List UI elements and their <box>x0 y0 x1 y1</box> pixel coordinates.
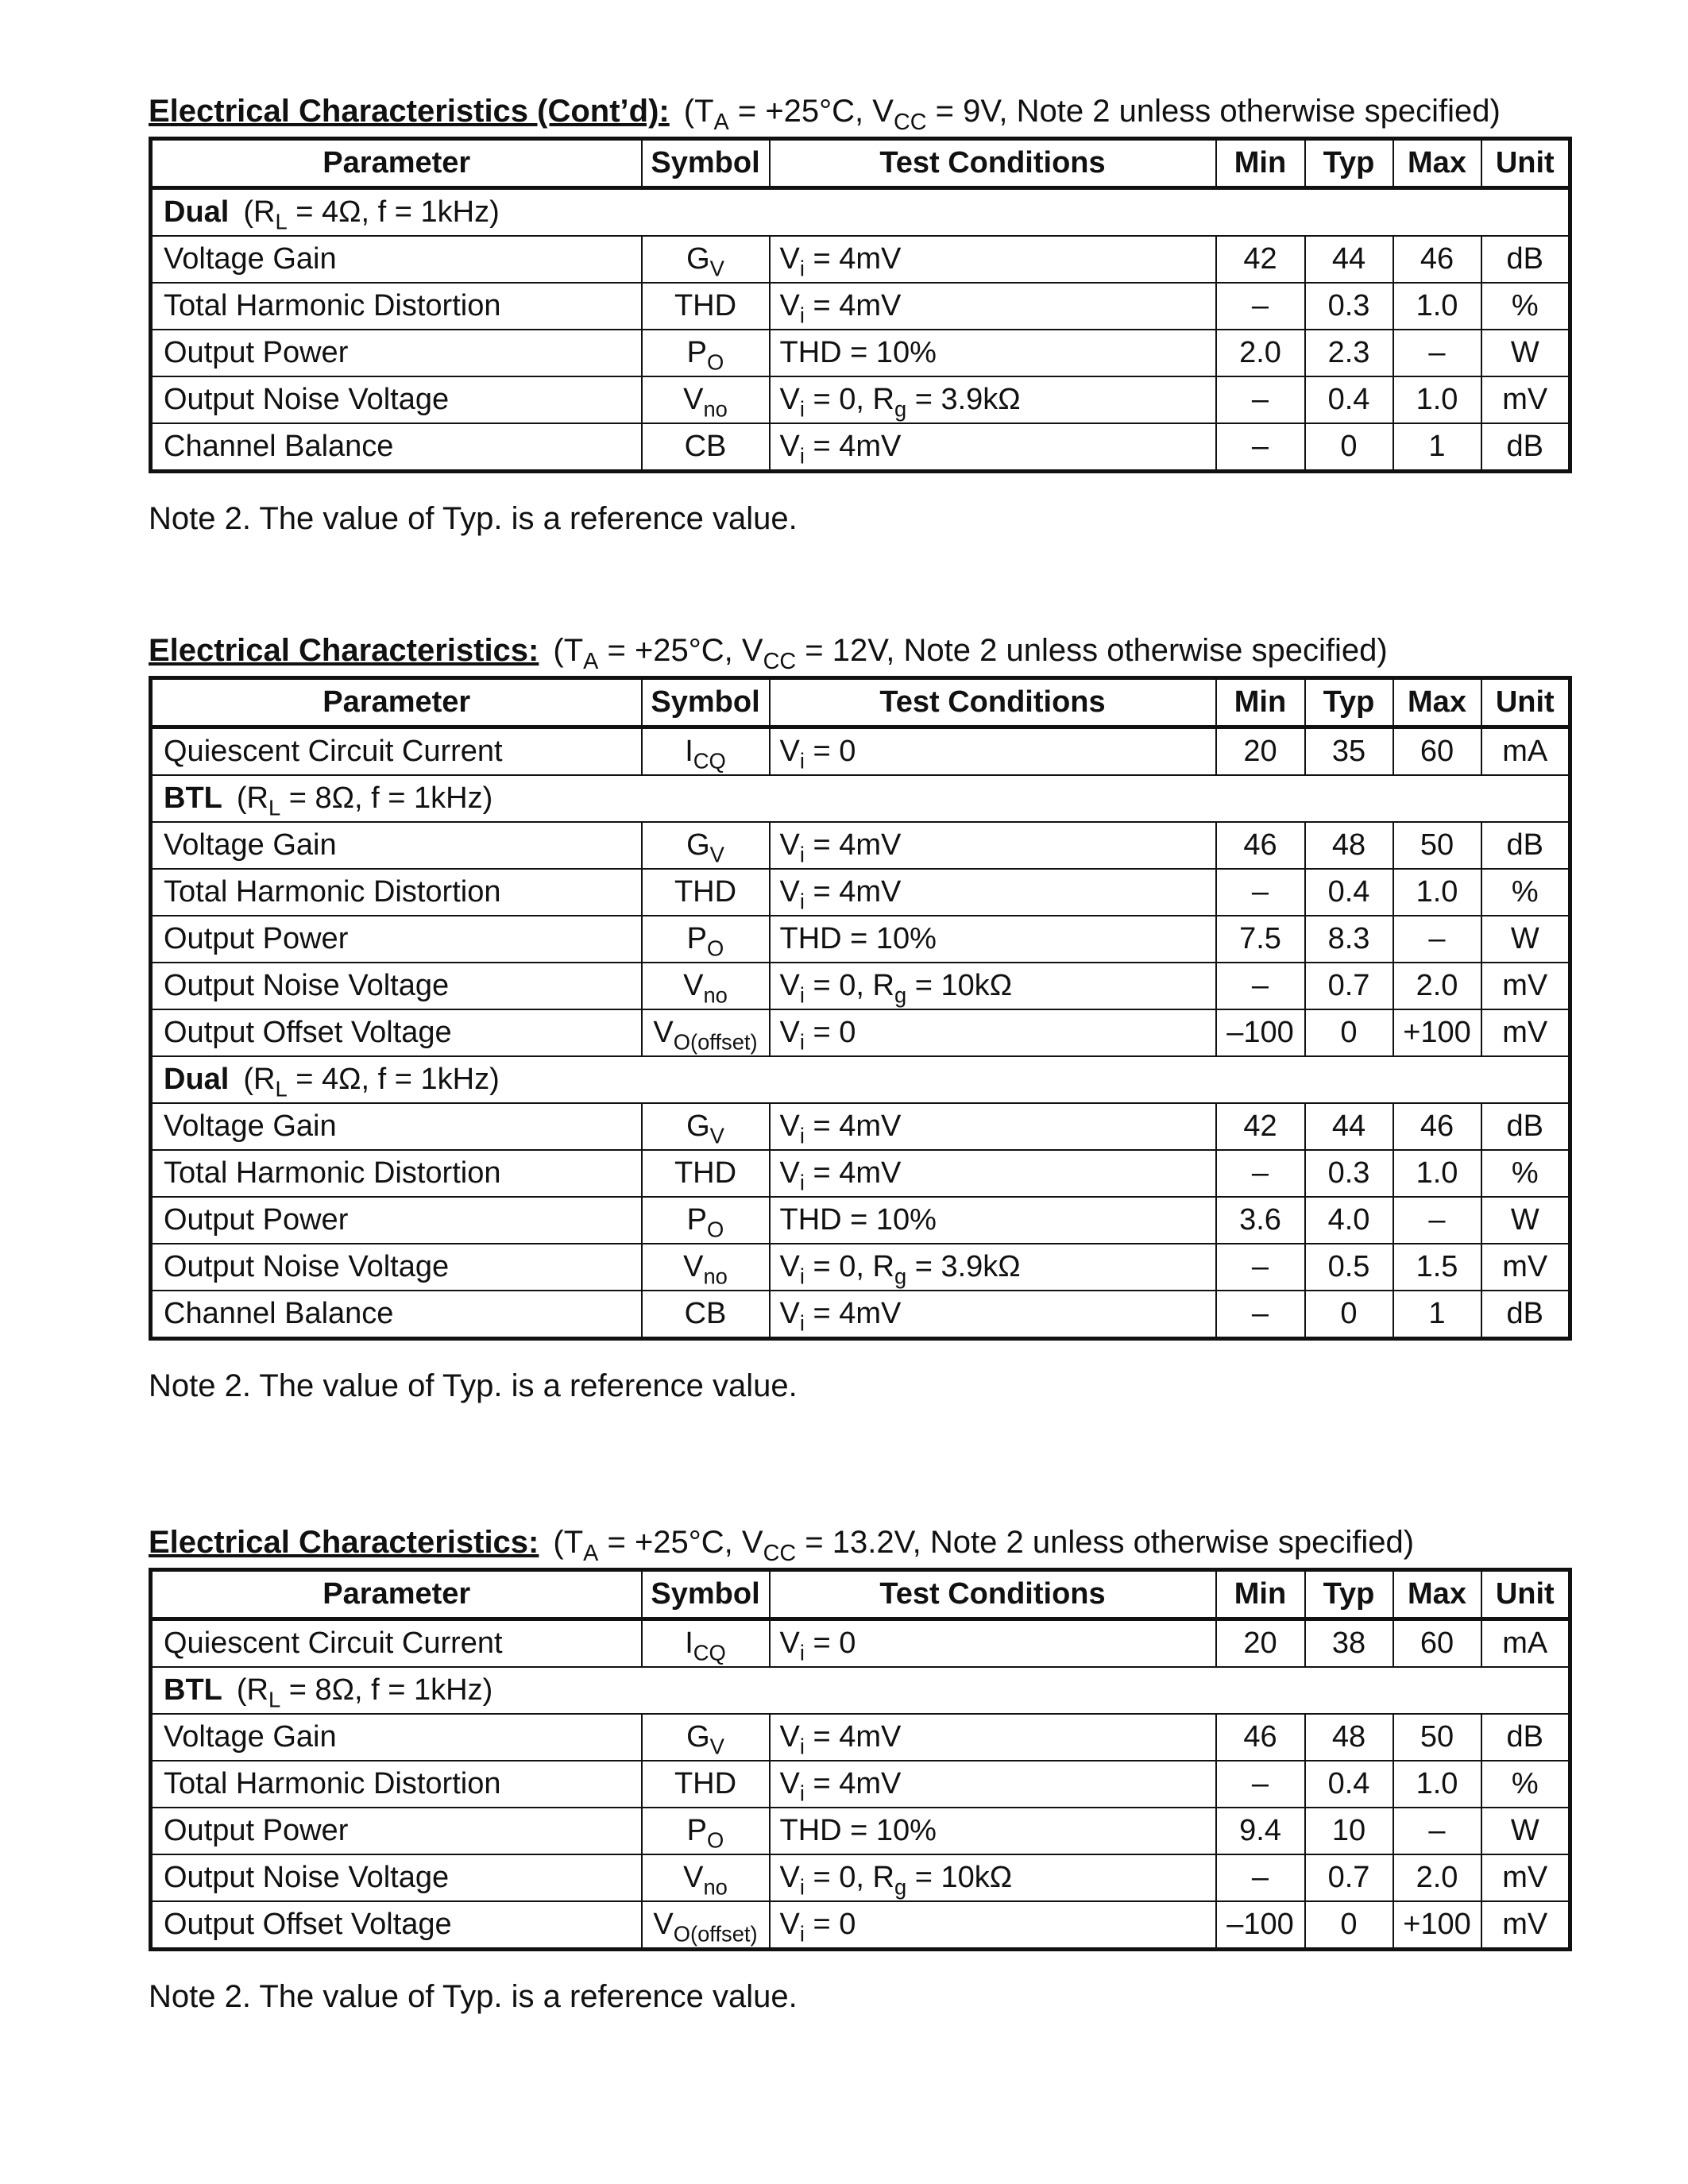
table-row <box>151 963 1570 1009</box>
max-cell: 1.0 <box>1393 376 1481 423</box>
typ-cell: 0 <box>1305 1901 1393 1950</box>
max-cell: 46 <box>1393 236 1481 283</box>
condition-cell: THD = 10% <box>770 330 1216 376</box>
group-header-row <box>151 775 1570 822</box>
unit-cell: % <box>1481 283 1570 330</box>
param-cell: Channel Balance <box>151 1291 642 1339</box>
typ-cell: 0.5 <box>1305 1244 1393 1291</box>
min-cell: – <box>1216 283 1305 330</box>
note: Note 2. The value of Typ. is a reference value. <box>149 1368 798 1403</box>
header-test-conditions: Test Conditions <box>770 139 1216 188</box>
param-cell: Output Noise Voltage <box>151 376 642 423</box>
max-cell: 50 <box>1393 822 1481 869</box>
section-title: Electrical Characteristics: <box>149 633 539 668</box>
header-unit: Unit <box>1481 678 1570 727</box>
typ-cell: 0.4 <box>1305 869 1393 916</box>
symbol-cell: $G_V$ <box>642 236 770 283</box>
max-cell: – <box>1393 1808 1481 1854</box>
min-cell: –100 <box>1216 1901 1305 1950</box>
header-row <box>151 139 1570 188</box>
table-row <box>151 1150 1570 1197</box>
unit-cell: % <box>1481 1150 1570 1197</box>
min-cell: 46 <box>1216 822 1305 869</box>
group-header-row <box>151 188 1570 237</box>
param-cell: Output Offset Voltage <box>151 1009 642 1056</box>
section-title: Electrical Characteristics: <box>149 1525 539 1560</box>
max-cell: 2.0 <box>1393 1854 1481 1901</box>
typ-cell: 0.4 <box>1305 376 1393 423</box>
table-body-dual <box>151 1056 1570 1339</box>
header-min: Min <box>1216 1570 1305 1619</box>
symbol-cell: $I_{CQ}$ <box>642 1619 770 1668</box>
max-cell: – <box>1393 330 1481 376</box>
typ-cell: 44 <box>1305 1103 1393 1150</box>
condition-cell: $V_i = 0$ <box>770 1009 1216 1056</box>
symbol-cell: $P_O$ <box>642 1808 770 1854</box>
group-label: BTL <box>164 1673 222 1707</box>
condition-cell: $V_i = 4mV$ <box>770 869 1216 916</box>
condition-cell: $V_i = 4mV$ <box>770 236 1216 283</box>
unit-cell: % <box>1481 869 1570 916</box>
table-row <box>151 916 1570 963</box>
header-max: Max <box>1393 139 1481 188</box>
param-cell: Total Harmonic Distortion <box>151 1150 642 1197</box>
section-heading <box>149 625 1568 676</box>
condition-cell: $V_i = 0$, $R_g = 3.9k\Omega$ <box>770 376 1216 423</box>
condition-cell: $V_i = 4mV$ <box>770 822 1216 869</box>
typ-cell: 10 <box>1305 1808 1393 1854</box>
group-header-cell: Dual ($R_L = 4\Omega$, f = 1kHz) <box>151 188 1570 237</box>
unit-cell: mV <box>1481 1244 1570 1291</box>
symbol-cell: $P_O$ <box>642 916 770 963</box>
typ-cell: 0.3 <box>1305 283 1393 330</box>
table-row-quiescent <box>151 727 1570 776</box>
header-min: Min <box>1216 678 1305 727</box>
typ-cell: 2.3 <box>1305 330 1393 376</box>
header-parameter: Parameter <box>151 139 642 188</box>
table-row <box>151 376 1570 423</box>
typ-cell: 0 <box>1305 423 1393 472</box>
group-header-cell: BTL ($R_L = 8\Omega$, f = 1kHz) <box>151 775 1570 822</box>
header-min: Min <box>1216 139 1305 188</box>
unit-cell: mV <box>1481 1854 1570 1901</box>
condition-cell: THD = 10% <box>770 1197 1216 1244</box>
symbol-cell: $V_{O(offset)}$ <box>642 1901 770 1950</box>
max-cell: 60 <box>1393 1619 1481 1668</box>
unit-cell: % <box>1481 1761 1570 1808</box>
max-cell: 1 <box>1393 423 1481 472</box>
max-cell: 2.0 <box>1393 963 1481 1009</box>
header-symbol: Symbol <box>642 1570 770 1619</box>
table-body-btl <box>151 775 1570 1056</box>
symbol-cell: $I_{CQ}$ <box>642 727 770 776</box>
table-row <box>151 1244 1570 1291</box>
condition-cell: $V_i = 0$ <box>770 1901 1216 1950</box>
typ-cell: 8.3 <box>1305 916 1393 963</box>
group-label: Dual <box>164 1063 230 1096</box>
param-cell: Voltage Gain <box>151 236 642 283</box>
header-row <box>151 678 1570 727</box>
table-row <box>151 1009 1570 1056</box>
condition-cell: $V_i = 4mV$ <box>770 1291 1216 1339</box>
param-cell: Output Noise Voltage <box>151 1854 642 1901</box>
param-cell: Output Power <box>151 916 642 963</box>
unit-cell: mV <box>1481 376 1570 423</box>
group-header-row <box>151 1056 1570 1103</box>
min-cell: – <box>1216 1244 1305 1291</box>
typ-cell: 0.3 <box>1305 1150 1393 1197</box>
param-cell: Output Noise Voltage <box>151 963 642 1009</box>
typ-cell: 0 <box>1305 1009 1393 1056</box>
header-parameter: Parameter <box>151 1570 642 1619</box>
symbol-cell: $G_V$ <box>642 822 770 869</box>
param-cell: Voltage Gain <box>151 822 642 869</box>
min-cell: –100 <box>1216 1009 1305 1056</box>
table-row <box>151 283 1570 330</box>
min-cell: 7.5 <box>1216 916 1305 963</box>
min-cell: 46 <box>1216 1714 1305 1761</box>
table-row <box>151 869 1570 916</box>
table-row <box>151 1197 1570 1244</box>
header-typ: Typ <box>1305 678 1393 727</box>
table-row <box>151 1761 1570 1808</box>
unit-cell: W <box>1481 330 1570 376</box>
min-cell: – <box>1216 1854 1305 1901</box>
symbol-cell: THD <box>642 869 770 916</box>
group-label: BTL <box>164 781 222 815</box>
unit-cell: mV <box>1481 963 1570 1009</box>
max-cell: 1.0 <box>1393 283 1481 330</box>
header-test-conditions: Test Conditions <box>770 678 1216 727</box>
table-row <box>151 1714 1570 1761</box>
condition-cell: $V_i = 0$ <box>770 1619 1216 1668</box>
max-cell: 50 <box>1393 1714 1481 1761</box>
condition-cell: $V_i = 0$ <box>770 727 1216 776</box>
min-cell: – <box>1216 376 1305 423</box>
header-symbol: Symbol <box>642 678 770 727</box>
table-row <box>151 1103 1570 1150</box>
min-cell: – <box>1216 423 1305 472</box>
header-typ: Typ <box>1305 1570 1393 1619</box>
header-max: Max <box>1393 1570 1481 1619</box>
unit-cell: W <box>1481 916 1570 963</box>
section-13-2v <box>149 1517 1568 2024</box>
min-cell: – <box>1216 1291 1305 1339</box>
min-cell: 42 <box>1216 236 1305 283</box>
unit-cell: dB <box>1481 236 1570 283</box>
max-cell: – <box>1393 1197 1481 1244</box>
unit-cell: dB <box>1481 1103 1570 1150</box>
header-max: Max <box>1393 678 1481 727</box>
symbol-cell: $P_O$ <box>642 1197 770 1244</box>
max-cell: 1.0 <box>1393 1150 1481 1197</box>
max-cell: 1.5 <box>1393 1244 1481 1291</box>
symbol-cell: CB <box>642 1291 770 1339</box>
symbol-cell: $G_V$ <box>642 1103 770 1150</box>
table-body-btl <box>151 1667 1570 1950</box>
header-typ: Typ <box>1305 139 1393 188</box>
symbol-cell: THD <box>642 283 770 330</box>
symbol-cell: THD <box>642 1761 770 1808</box>
typ-cell: 44 <box>1305 236 1393 283</box>
table-row <box>151 1901 1570 1950</box>
unit-cell: dB <box>1481 822 1570 869</box>
min-cell: 20 <box>1216 727 1305 776</box>
spec-table <box>149 1568 1572 1951</box>
typ-cell: 38 <box>1305 1619 1393 1668</box>
min-cell: – <box>1216 1150 1305 1197</box>
symbol-cell: $V_{no}$ <box>642 1854 770 1901</box>
section-9v <box>149 86 1568 546</box>
unit-cell: mA <box>1481 1619 1570 1668</box>
unit-cell: mA <box>1481 727 1570 776</box>
max-cell: 1.0 <box>1393 1761 1481 1808</box>
table-row <box>151 423 1570 472</box>
header-symbol: Symbol <box>642 139 770 188</box>
max-cell: – <box>1393 916 1481 963</box>
min-cell: – <box>1216 963 1305 1009</box>
param-cell: Voltage Gain <box>151 1714 642 1761</box>
param-cell: Total Harmonic Distortion <box>151 869 642 916</box>
condition-cell: $V_i = 4mV$ <box>770 283 1216 330</box>
min-cell: 20 <box>1216 1619 1305 1668</box>
section-conditions: ($T_A = +25^\circ C$, $V_{CC} = 13.2V$, Note 2 unless otherwise specified) <box>553 1525 1415 1567</box>
note: Note 2. The value of Typ. is a reference value. <box>149 1979 798 2014</box>
max-cell: +100 <box>1393 1901 1481 1950</box>
max-cell: 1.0 <box>1393 869 1481 916</box>
unit-cell: W <box>1481 1197 1570 1244</box>
symbol-cell: $V_{no}$ <box>642 1244 770 1291</box>
param-cell: Output Power <box>151 330 642 376</box>
condition-cell: $V_i = 4mV$ <box>770 1714 1216 1761</box>
min-cell: – <box>1216 869 1305 916</box>
param-cell: Output Offset Voltage <box>151 1901 642 1950</box>
max-cell: 46 <box>1393 1103 1481 1150</box>
condition-cell: THD = 10% <box>770 1808 1216 1854</box>
header-parameter: Parameter <box>151 678 642 727</box>
note: Note 2. The value of Typ. is a reference value. <box>149 501 798 536</box>
max-cell: 1 <box>1393 1291 1481 1339</box>
condition-cell: $V_i = 0$, $R_g = 3.9k\Omega$ <box>770 1244 1216 1291</box>
group-label: Dual <box>164 195 230 229</box>
typ-cell: 0.7 <box>1305 1854 1393 1901</box>
typ-cell: 0.4 <box>1305 1761 1393 1808</box>
typ-cell: 4.0 <box>1305 1197 1393 1244</box>
table-row <box>151 330 1570 376</box>
unit-cell: mV <box>1481 1009 1570 1056</box>
unit-cell: dB <box>1481 1714 1570 1761</box>
symbol-cell: $G_V$ <box>642 1714 770 1761</box>
param-cell: Voltage Gain <box>151 1103 642 1150</box>
section-conditions: ($T_A = +25^\circ C$, $V_{CC} = 9V$, Note 2 unless otherwise specified) <box>683 94 1501 136</box>
typ-cell: 48 <box>1305 822 1393 869</box>
min-cell: 9.4 <box>1216 1808 1305 1854</box>
param-cell: Total Harmonic Distortion <box>151 1761 642 1808</box>
param-cell: Channel Balance <box>151 423 642 472</box>
condition-cell: $V_i = 0$, $R_g = 10k\Omega$ <box>770 1854 1216 1901</box>
symbol-cell: $V_{O(offset)}$ <box>642 1009 770 1056</box>
typ-cell: 48 <box>1305 1714 1393 1761</box>
min-cell: 3.6 <box>1216 1197 1305 1244</box>
section-12v <box>149 625 1568 1414</box>
table-row <box>151 236 1570 283</box>
condition-cell: $V_i = 4mV$ <box>770 423 1216 472</box>
condition-cell: $V_i = 0$, $R_g = 10k\Omega$ <box>770 963 1216 1009</box>
header-test-conditions: Test Conditions <box>770 1570 1216 1619</box>
unit-cell: mV <box>1481 1901 1570 1950</box>
section-heading <box>149 86 1568 137</box>
header-row <box>151 1570 1570 1619</box>
table-row <box>151 1854 1570 1901</box>
symbol-cell: THD <box>642 1150 770 1197</box>
section-title: Electrical Characteristics (Cont’d): <box>149 94 670 129</box>
table-body <box>151 727 1570 776</box>
min-cell: – <box>1216 1761 1305 1808</box>
max-cell: +100 <box>1393 1009 1481 1056</box>
param-cell: Quiescent Circuit Current <box>151 727 642 776</box>
table-row <box>151 1291 1570 1339</box>
table-row <box>151 822 1570 869</box>
unit-cell: W <box>1481 1808 1570 1854</box>
section-heading <box>149 1517 1568 1568</box>
condition-cell: THD = 10% <box>770 916 1216 963</box>
condition-cell: $V_i = 4mV$ <box>770 1761 1216 1808</box>
param-cell: Output Noise Voltage <box>151 1244 642 1291</box>
header-unit: Unit <box>1481 139 1570 188</box>
symbol-cell: CB <box>642 423 770 472</box>
param-cell: Total Harmonic Distortion <box>151 283 642 330</box>
header-unit: Unit <box>1481 1570 1570 1619</box>
condition-cell: $V_i = 4mV$ <box>770 1103 1216 1150</box>
section-conditions: ($T_A = +25^\circ C$, $V_{CC} = 12V$, Note 2 unless otherwise specified) <box>553 633 1388 675</box>
param-cell: Quiescent Circuit Current <box>151 1619 642 1668</box>
unit-cell: dB <box>1481 1291 1570 1339</box>
table-row-quiescent <box>151 1619 1570 1668</box>
max-cell: 60 <box>1393 727 1481 776</box>
table-row <box>151 1808 1570 1854</box>
symbol-cell: $V_{no}$ <box>642 963 770 1009</box>
group-header-cell: Dual ($R_L = 4\Omega$, f = 1kHz) <box>151 1056 1570 1103</box>
min-cell: 42 <box>1216 1103 1305 1150</box>
typ-cell: 0 <box>1305 1291 1393 1339</box>
condition-cell: $V_i = 4mV$ <box>770 1150 1216 1197</box>
min-cell: 2.0 <box>1216 330 1305 376</box>
unit-cell: dB <box>1481 423 1570 472</box>
symbol-cell: $V_{no}$ <box>642 376 770 423</box>
symbol-cell: $P_O$ <box>642 330 770 376</box>
param-cell: Output Power <box>151 1197 642 1244</box>
typ-cell: 35 <box>1305 727 1393 776</box>
spec-table <box>149 137 1572 473</box>
table-body <box>151 1619 1570 1668</box>
group-header-row <box>151 1667 1570 1714</box>
spec-table <box>149 676 1572 1341</box>
param-cell: Output Power <box>151 1808 642 1854</box>
table-body <box>151 188 1570 472</box>
group-header-cell: BTL ($R_L = 8\Omega$, f = 1kHz) <box>151 1667 1570 1714</box>
typ-cell: 0.7 <box>1305 963 1393 1009</box>
